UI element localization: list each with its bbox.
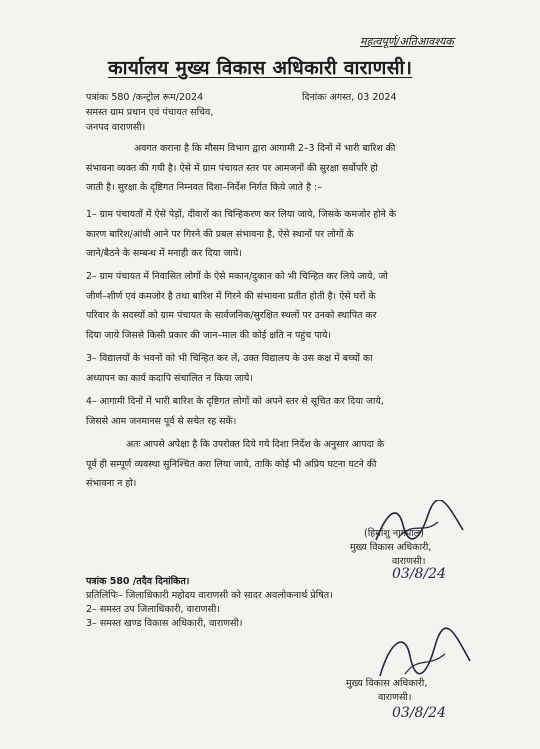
point-1 — [86, 205, 476, 264]
text-line: 3– विद्यालयों के भवनों को भी चिन्हित कर लें, उक्त विद्यालय के उस कक्ष में बच्चों का — [86, 353, 373, 364]
text-line: जाती है। सुरक्षा के दृष्टिगत निम्नवत दिशा–निर्देश निर्गत किये जाते है :– — [86, 182, 322, 193]
signatory-place: वाराणसी। — [378, 692, 412, 703]
signatory-name: (हिमांशु नागपाल) — [364, 528, 424, 539]
signatory-designation: मुख्य विकास अधिकारी, — [346, 678, 428, 689]
text-line: जिससे आम जनमानस पूर्व से सचेत रह सकें। — [86, 415, 237, 427]
priority-note: महत्वपूर्ण/अतिआवश्यक — [360, 35, 454, 48]
copy-line-2: 2– समस्त उप जिलाधिकारी, वाराणसी। — [86, 604, 220, 615]
text-line: अतः आपसे अपेक्षा है कि उपरोक्त दिये गये दिशा निर्देश के अनुसार आपदा के — [126, 439, 385, 450]
addressee-line-1: समस्त ग्राम प्रधान एवं पंचायत सचिव, — [86, 107, 214, 118]
text-line: 2– ग्राम पंचायत में निवासित लोगों के ऐसे मकान/दुकान को भी चिन्हित कर लिये जाये, जो — [86, 271, 388, 282]
handwritten-date: 03/8/24 — [392, 566, 446, 582]
signatory-designation: मुख्य विकास अधिकारी, — [350, 542, 432, 553]
handwritten-date: 03/8/24 — [392, 705, 446, 721]
copy-line-3: 3– समस्त खण्ड विकास अधिकारी, वाराणसी। — [86, 618, 243, 629]
text-line: अवगत कराना है कि मौसम विभाग द्वारा आगामी 2–3 दिनों में भारी बारिश की — [134, 143, 396, 154]
text-line: परिवार के सदस्यों को ग्राम पंचायत के सार्वजनिक/सुरक्षित स्थलों पर उनको स्थापित कर — [86, 310, 377, 321]
signatory-place: वाराणसी। — [392, 556, 426, 567]
point-4 — [86, 392, 476, 431]
point-2 — [86, 267, 476, 345]
text-line: संभावना व्यक्त की गयी है। ऐसे में ग्राम पंचायत स्तर पर आमजनों की सुरक्षा सर्वोपरि हो — [86, 162, 378, 174]
text-line: 1– ग्राम पंचायतों में ऐसे पेड़ों, दीवारों का चिन्हिकरण कर लिया जाये, जिसके कमजोर होने के — [86, 209, 397, 220]
letter-number: पत्रांकः 580 /कन्ट्रोल रूम/2024 — [86, 92, 204, 103]
text-line: कारण बारिश/आंधी आने पर गिरने की प्रबल संभावना है, ऐसे स्थानों पर लोगों के — [86, 228, 354, 240]
text-line: जीर्ण–शीर्ण एवं कमजोर है तथा बारिश में गिरने की संभावना प्रतीत होती है। ऐसे घरों के — [86, 290, 376, 302]
text-line: संभावना न हो। — [86, 478, 137, 489]
text-line: जाने/बैठने के सम्बन्ध में मनाही कर दिया जाये। — [86, 248, 242, 259]
conclusion-paragraph — [86, 435, 476, 494]
point-3 — [86, 349, 476, 388]
letter-date: दिनांकः अगस्त, 03 2024 — [302, 92, 397, 103]
copy-reference: पत्रांक 580 /तदैव दिनांकित। — [86, 576, 190, 587]
addressee-line-2: जनपद वाराणसी। — [86, 122, 146, 133]
text-line: दिया जाये जिससे किसी प्रकार की जान–माल की कोई क्षति न पहुंच पाये। — [86, 329, 331, 341]
copy-line-1: प्रतिलिपिः– जिलाधिकारी महोदय वाराणसी को सादर अवलोकनार्थ प्रेषित। — [86, 590, 333, 601]
intro-paragraph — [86, 139, 476, 198]
office-title: कार्यालय मुख्य विकास अधिकारी वाराणसी। — [108, 57, 413, 79]
text-line: 4– आगामी दिनों में भारी बारिश के दृष्टिगत लोगों को अपने स्तर से सूचित कर दिया जाये, — [86, 396, 384, 407]
text-line: अध्यापन का कार्य कदापि संचालित न किया जाये। — [86, 372, 253, 384]
text-line: पूर्व ही सम्पूर्ण व्यवस्था सुनिश्चित करा लिया जाये, ताकि कोई भी अप्रिय घटना घटने की — [86, 458, 377, 470]
